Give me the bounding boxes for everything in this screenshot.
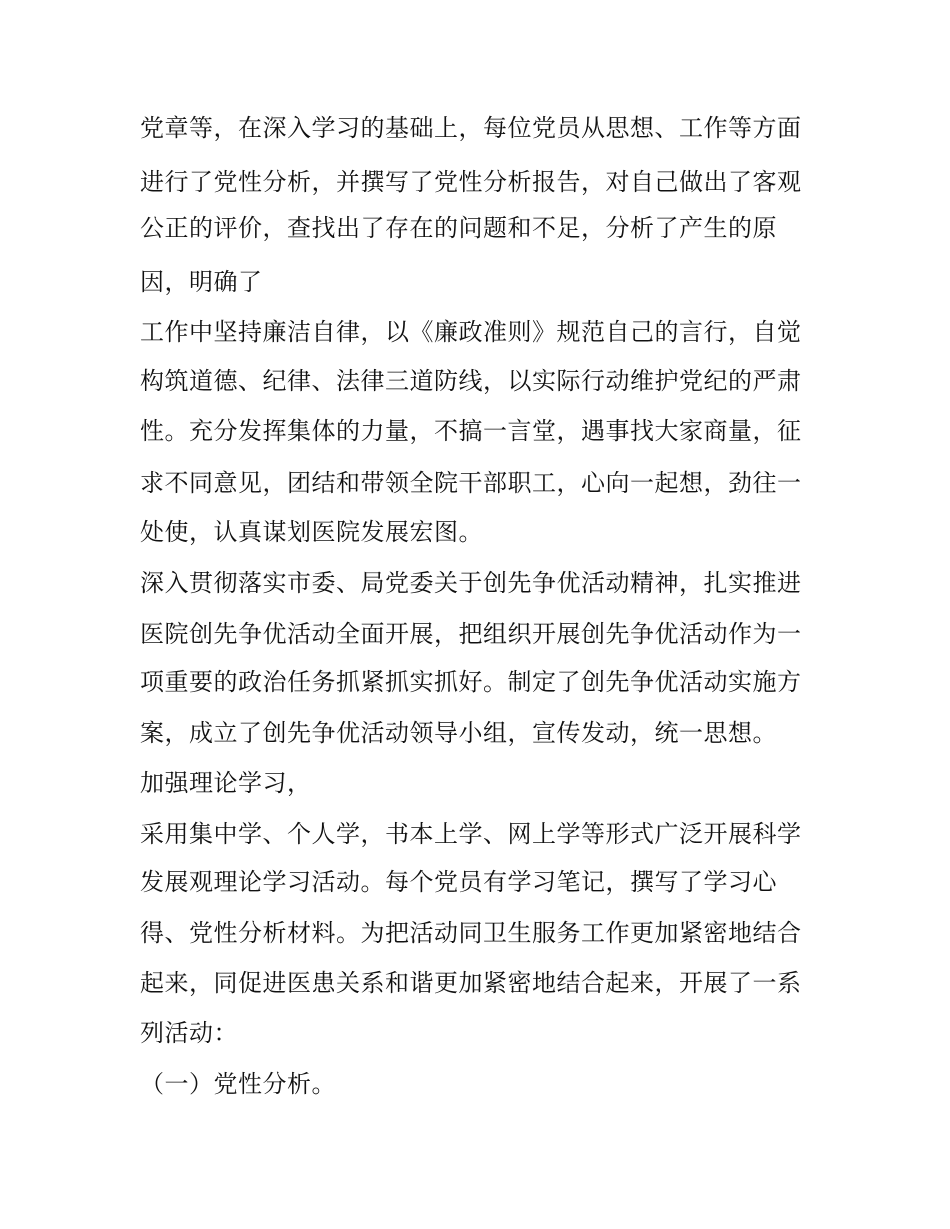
text-line: 发展观理论学习活动。每个党员有学习笔记，撰写了学习心: [140, 868, 777, 896]
text-line: 构筑道德、纪律、法律三道防线，以实际行动维护党纪的严肃: [140, 367, 802, 395]
text-line: 进行了党性分析，并撰写了党性分析报告，对自己做出了客观: [140, 168, 802, 196]
text-line: 起来，同促进医患关系和谐更加紧密地结合起来，开展了一系: [140, 969, 802, 997]
text-line: 得、党性分析材料。为把活动同卫生服务工作更加紧密地结合: [140, 919, 802, 947]
text-line: 因，明确了: [140, 268, 263, 296]
text-line: 列活动：: [140, 1019, 238, 1047]
text-line: 处使，认真谋划医院发展宏图。: [140, 518, 483, 546]
text-line: 公正的评价，查找出了存在的问题和不足，分析了产生的原: [140, 214, 777, 242]
text-line: 求不同意见，团结和带领全院干部职工，心向一起想，劲往一: [140, 469, 802, 497]
text-line: 深入贯彻落实市委、局党委关于创先争优活动精神，扎实推进: [140, 569, 802, 597]
text-line: 采用集中学、个人学，书本上学、网上学等形式广泛开展科学: [140, 820, 802, 848]
text-line: 性。充分发挥集体的力量，不搞一言堂，遇事找大家商量，征: [140, 417, 802, 445]
text-line: 加强理论学习，: [140, 769, 312, 797]
text-line: 医院创先争优活动全面开展，把组织开展创先争优活动作为一: [140, 620, 802, 648]
text-line: 案，成立了创先争优活动领导小组，宣传发动，统一思想。: [140, 719, 777, 747]
text-line: 工作中坚持廉洁自律，以《廉政准则》规范自己的言行，自觉: [140, 318, 802, 346]
section-heading: （一）党性分析。: [140, 1070, 336, 1098]
text-line: 项重要的政治任务抓紧抓实抓好。制定了创先争优活动实施方: [140, 668, 802, 696]
text-line: 党章等，在深入学习的基础上，每位党员从思想、工作等方面: [140, 114, 802, 142]
